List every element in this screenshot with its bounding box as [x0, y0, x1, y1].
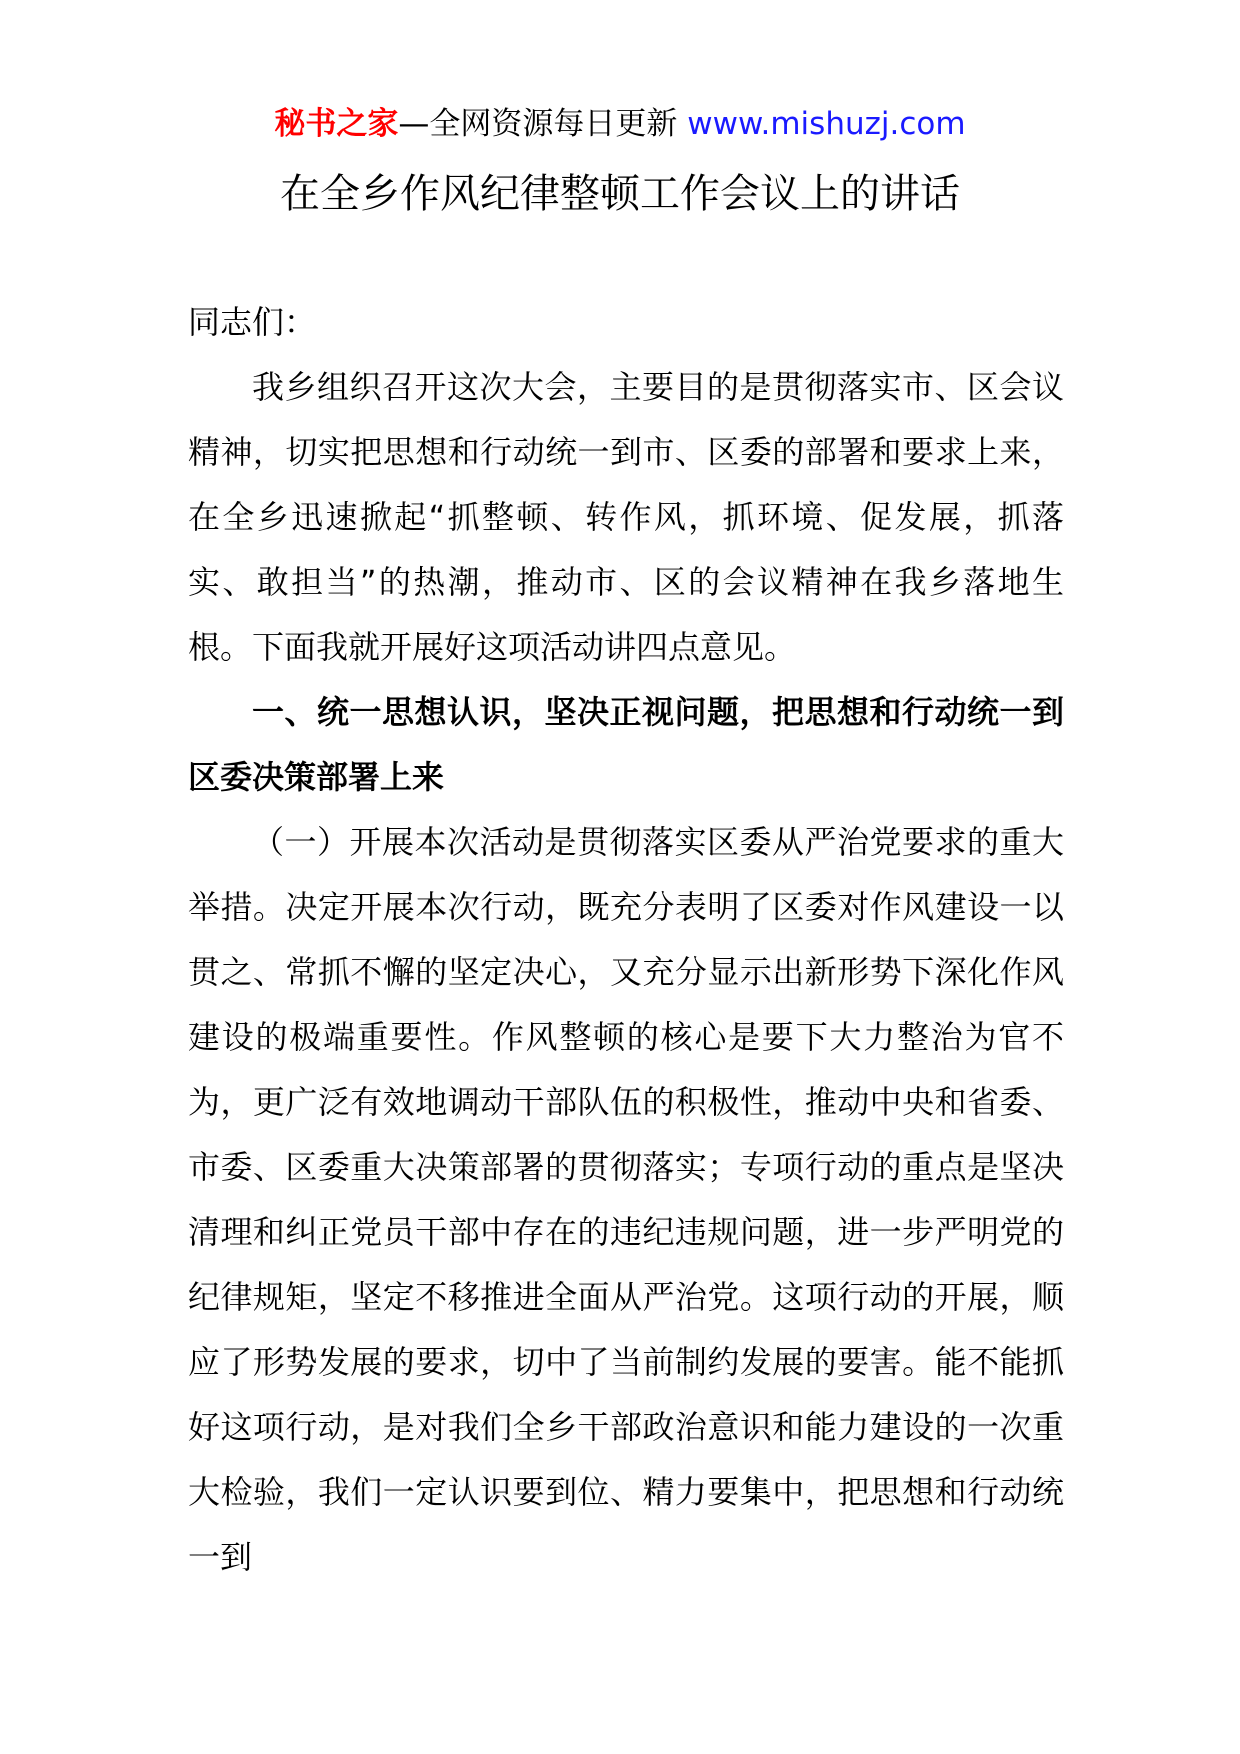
document-body: [188, 290, 1064, 1590]
site-url-link[interactable]: www.mishuzj.com: [687, 106, 966, 142]
section-heading: 一、统一思想认识，坚决正视问题，把思想和行动统一到区委决策部署上来: [188, 693, 1064, 796]
document-title: 在全乡作风纪律整顿工作会议上的讲话: [280, 171, 960, 217]
section-paragraph: （一）开展本次活动是贯彻落实区委从严治党要求的重大举措。决定开展本次行动，既充分表明了区委对作风建设一以贯之、常抓不懈的坚定决心，又充分显示出新形势下深化作风建设的极端重要性。作风整顿的核心是要下大力整治为官不为，更广泛有效地调动干部队伍的积极性，推动中央和省委、市委、区委重大决策部署的贯彻落实；专项行动的重点是坚决清理和纠正党员干部中存在的违纪违规问题，进一步严明党的纪律规矩，坚定不移推进全面从严治党。这项行动的开展，顺应了形势发展的要求，切中了当前制约发展的要害。能不能抓好这项行动，是对我们全乡干部政治意识和能力建设的一次重大检验，我们一定认识要到位、精力要集中，把思想和行动统一到: [188, 823, 1064, 1576]
intro-paragraph: 我乡组织召开这次大会，主要目的是贯彻落实市、区会议精神，切实把思想和行动统一到市、区委的部署和要求上来，在全乡迅速掀起“抓整顿、转作风，抓环境、促发展，抓落实、敢担当”的热潮，推动市、区的会议精神在我乡落地生根。下面我就开展好这项活动讲四点意见。: [188, 368, 1064, 666]
brand-name: 秘书之家: [274, 106, 399, 142]
header-tagline: —全网资源每日更新: [398, 106, 688, 142]
site-header: [0, 104, 1240, 144]
salutation: 同志们：: [188, 303, 317, 341]
